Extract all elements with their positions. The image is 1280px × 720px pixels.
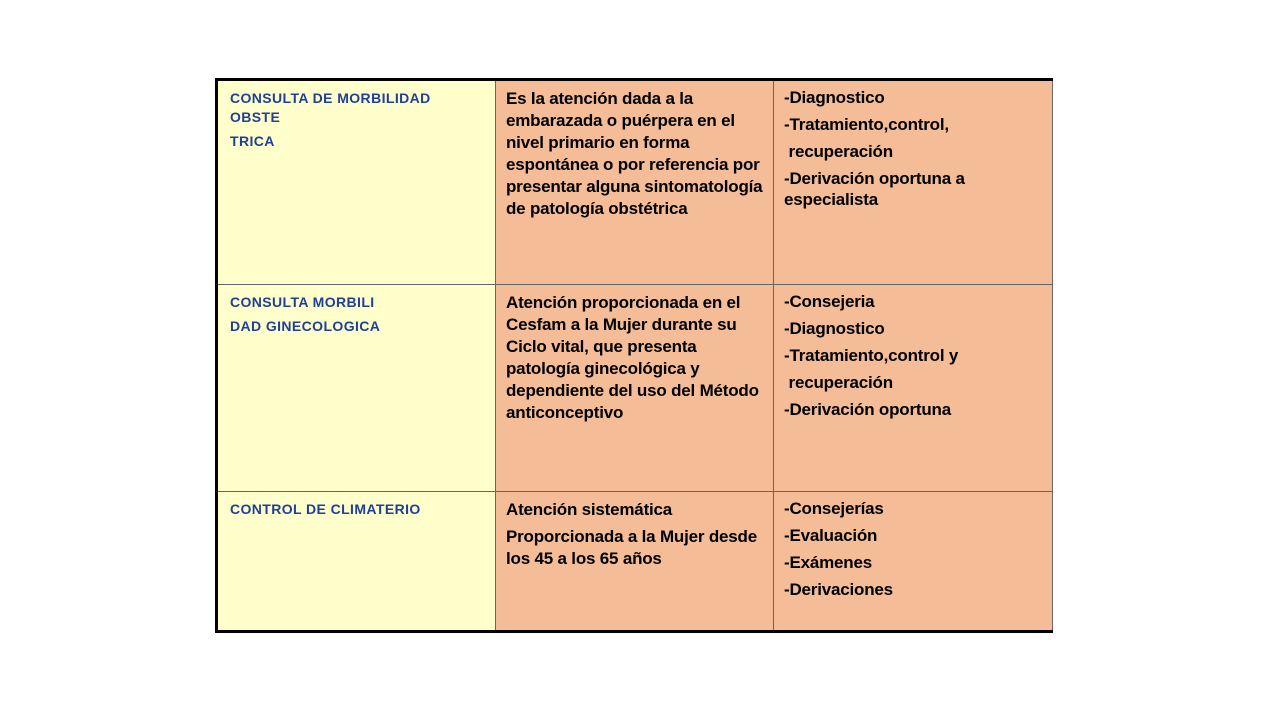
service-name-line: DAD GINECOLOGICA — [230, 318, 381, 334]
action-item: -Derivación oportuna — [784, 400, 951, 419]
service-name-line: TRICA — [230, 133, 275, 149]
service-name-line: CONSULTA DE MORBILIDAD OBSTE — [230, 90, 431, 125]
action-item: -Diagnostico — [784, 88, 885, 107]
service-description: Atención sistemática — [506, 500, 673, 519]
action-item: -Derivación oportuna a especialista — [784, 169, 970, 209]
service-name-cell — [217, 492, 496, 632]
action-item: recuperación — [784, 373, 893, 392]
table-row — [217, 285, 1053, 492]
service-description-cell — [496, 492, 774, 632]
service-description-cell — [496, 80, 774, 285]
table-row — [217, 492, 1053, 632]
services-table — [215, 78, 1053, 633]
service-name-line: CONSULTA MORBILI — [230, 294, 375, 310]
service-actions-cell — [774, 80, 1053, 285]
action-item: -Diagnostico — [784, 319, 885, 338]
service-description: Proporcionada a la Mujer desde los 45 a los 65 años — [506, 527, 757, 568]
service-description: Atención proporcionada en el Cesfam a la Mujer durante su Ciclo vital, que presenta patología ginecológica y dependiente del uso del Método anticonceptivo — [506, 293, 759, 422]
service-description: Es la atención dada a la embarazada o puérpera en el nivel primario en forma espontánea o por referencia por presentar alguna sintomatología de patología obstétrica — [506, 89, 763, 218]
action-item: -Exámenes — [784, 553, 872, 572]
service-actions-cell — [774, 492, 1053, 632]
action-item: -Derivaciones — [784, 580, 893, 599]
service-name-line: CONTROL DE CLIMATERIO — [230, 501, 421, 517]
action-item: -Consejeria — [784, 292, 875, 311]
table-row — [217, 80, 1053, 285]
service-name-cell — [217, 80, 496, 285]
service-description-cell — [496, 285, 774, 492]
service-name-cell — [217, 285, 496, 492]
action-item: -Tratamiento,control, — [784, 115, 949, 134]
service-actions-cell — [774, 285, 1053, 492]
action-item: -Tratamiento,control y — [784, 346, 959, 365]
action-item: recuperación — [784, 142, 893, 161]
action-item: -Evaluación — [784, 526, 878, 545]
action-item: -Consejerías — [784, 499, 884, 518]
